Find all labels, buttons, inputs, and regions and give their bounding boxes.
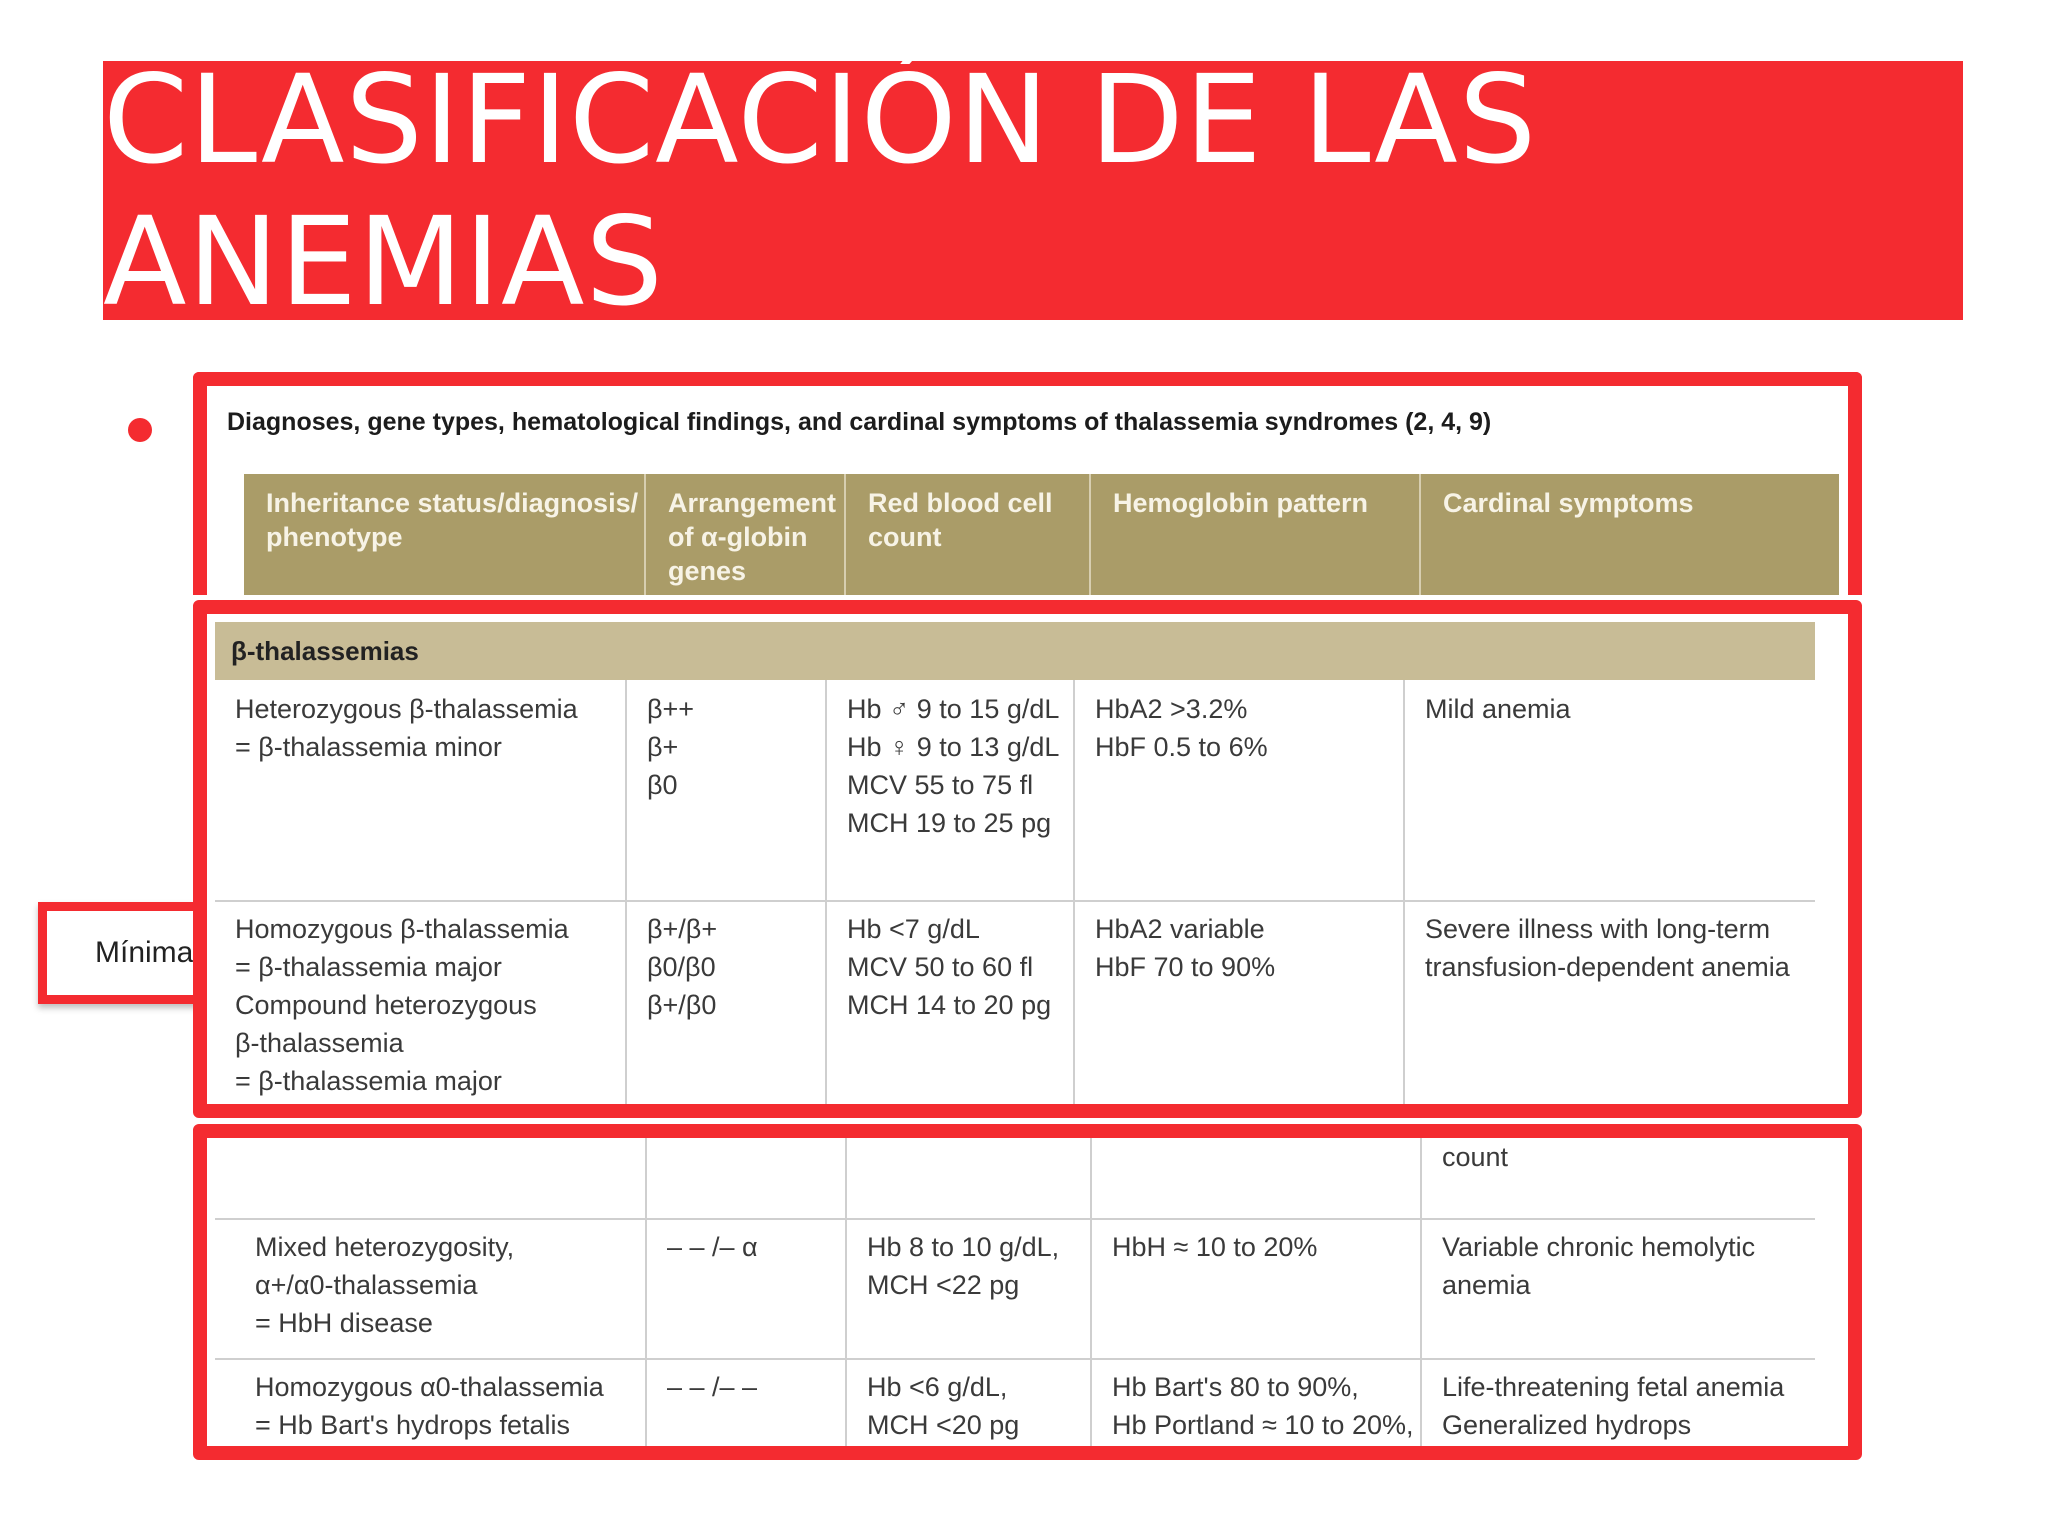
- table-row: [215, 900, 1815, 1110]
- table-header-panel: [193, 372, 1862, 595]
- cell-diagnosis: [215, 1138, 645, 1218]
- cell-hemoglobin: HbA2 variable HbF 70 to 90%: [1073, 900, 1403, 1110]
- title-banner: [103, 48, 1963, 333]
- cell-diagnosis: Heterozygous β-thalassemia = β-thalassemia minor: [235, 694, 578, 762]
- header-rbc: Red blood cell count: [844, 474, 1089, 595]
- alpha-section-panel: [193, 1124, 1862, 1460]
- cell-diagnosis: Mixed heterozygosity, α+/α0-thalassemia = HbH disease: [255, 1232, 515, 1338]
- cell-symptoms: Variable chronic hemolytic anemia: [1420, 1218, 1815, 1358]
- table-row: [215, 1138, 1815, 1220]
- table-row: [215, 1358, 1815, 1460]
- cell-symptoms: Mild anemia: [1403, 680, 1815, 900]
- cell-rbc: Hb <6 g/dL, MCH <20 pg: [845, 1358, 1090, 1460]
- callout-text: Mínima: [95, 936, 194, 969]
- cell-overflow: count: [1420, 1138, 1815, 1218]
- table-row: [215, 1218, 1815, 1360]
- header-hemoglobin: Hemoglobin pattern: [1089, 474, 1419, 595]
- table-row: [215, 680, 1815, 902]
- table-caption: Diagnoses, gene types, hematological findings, and cardinal symptoms of thalassemia syndromes (2, 4, 9): [227, 408, 1492, 436]
- header-genes: Arrangement of α-globin genes: [644, 474, 844, 595]
- slide-title: CLASIFICACIÓN DE LAS ANEMIAS: [103, 48, 1538, 333]
- cell-genes: – – /– –: [645, 1358, 845, 1460]
- cell-rbc: [845, 1138, 1090, 1218]
- table-header-row: [244, 474, 1839, 595]
- header-symptoms: Cardinal symptoms: [1419, 474, 1839, 595]
- cell-hemoglobin: Hb Bart's 80 to 90%, Hb Portland ≈ 10 to 20%,: [1090, 1358, 1420, 1460]
- cell-rbc: Hb 8 to 10 g/dL, MCH <22 pg: [845, 1218, 1090, 1358]
- cell-symptoms: Severe illness with long-term transfusion-dependent anemia: [1403, 900, 1815, 1110]
- beta-section-panel: [193, 600, 1862, 1118]
- cell-rbc: Hb ♂ 9 to 15 g/dL Hb ♀ 9 to 13 g/dL MCV 55 to 75 fl MCH 19 to 25 pg: [825, 680, 1073, 900]
- cell-genes: [645, 1138, 845, 1218]
- cell-genes: – – /– α: [645, 1218, 845, 1358]
- header-diagnosis: Inheritance status/diagnosis/ phenotype: [266, 488, 639, 552]
- cell-genes: β++ β+ β0: [625, 680, 825, 900]
- cell-diagnosis: Homozygous α0-thalassemia = Hb Bart's hydrops fetalis: [255, 1372, 604, 1440]
- callout-box: [38, 902, 218, 1004]
- section-label-beta: β-thalassemias: [215, 622, 1815, 680]
- bullet-point: [128, 418, 152, 442]
- cell-diagnosis: Homozygous β-thalassemia = β-thalassemia major Compound heterozygous β-thalassemia = β-thalassemia major: [235, 914, 569, 1096]
- cell-genes: β+/β+ β0/β0 β+/β0: [625, 900, 825, 1110]
- cell-hemoglobin: [1090, 1138, 1420, 1218]
- cell-hemoglobin: HbH ≈ 10 to 20%: [1090, 1218, 1420, 1358]
- cell-symptoms: Life-threatening fetal anemia Generalized hydrops: [1420, 1358, 1815, 1460]
- cell-rbc: Hb <7 g/dL MCV 50 to 60 fl MCH 14 to 20 pg: [825, 900, 1073, 1110]
- cell-hemoglobin: HbA2 >3.2% HbF 0.5 to 6%: [1073, 680, 1403, 900]
